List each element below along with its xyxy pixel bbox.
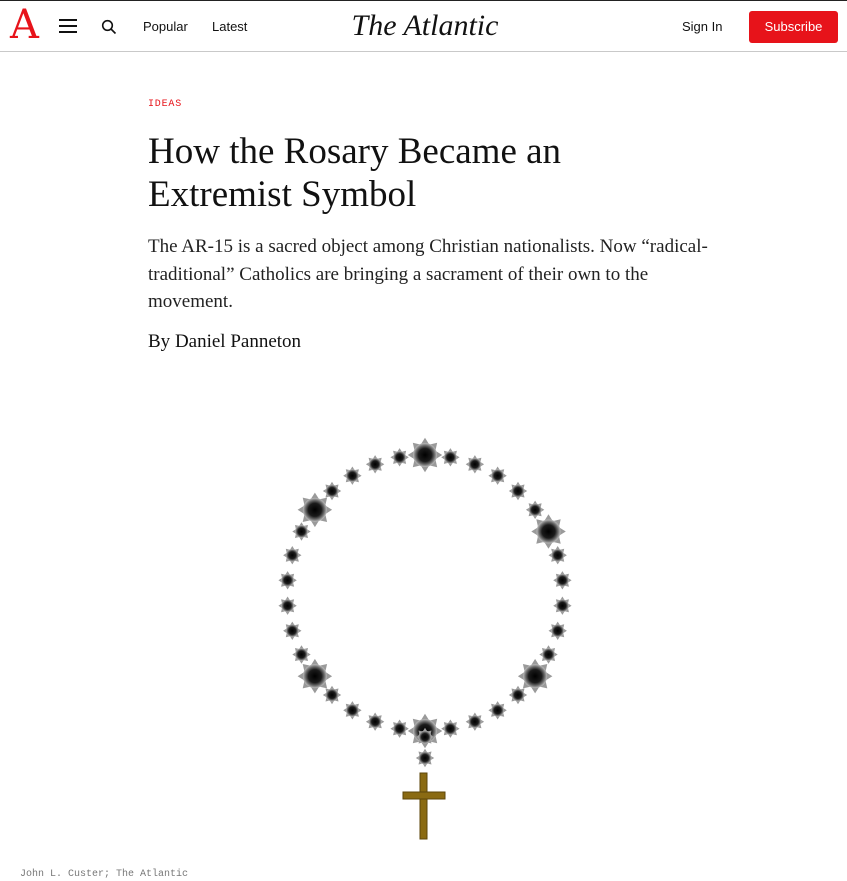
sign-in-link[interactable]: Sign In bbox=[682, 19, 723, 34]
bead-bullet-hole bbox=[283, 622, 301, 640]
bead-bullet-hole bbox=[553, 597, 571, 615]
bead-bullet-hole bbox=[488, 701, 506, 719]
bead-bullet-hole bbox=[549, 546, 567, 564]
bead-bullet-hole bbox=[441, 720, 459, 738]
section-label[interactable]: IDEAS bbox=[148, 99, 183, 110]
rosary-beads bbox=[278, 438, 571, 767]
bead-bullet-hole bbox=[509, 686, 527, 704]
bead-bullet-hole bbox=[283, 546, 301, 564]
search-icon[interactable] bbox=[101, 19, 117, 35]
bead-bullet-hole bbox=[298, 493, 333, 527]
bead-bullet-hole bbox=[343, 701, 361, 719]
nav-latest-link[interactable]: Latest bbox=[212, 19, 248, 34]
bead-bullet-hole bbox=[390, 448, 408, 466]
subscribe-button[interactable]: Subscribe bbox=[749, 11, 838, 43]
bead-bullet-hole bbox=[441, 448, 459, 466]
hamburger-menu-icon[interactable] bbox=[59, 19, 77, 33]
the-atlantic-wordmark[interactable]: The Atlantic bbox=[351, 9, 499, 42]
rosary-bullet-holes-illustration bbox=[260, 415, 590, 855]
bead-bullet-hole bbox=[366, 713, 384, 731]
site-header bbox=[0, 0, 847, 52]
bead-bullet-hole bbox=[408, 438, 443, 473]
bead-bullet-hole bbox=[292, 645, 310, 663]
bead-bullet-hole bbox=[323, 482, 341, 500]
bead-bullet-hole bbox=[488, 467, 506, 485]
bead-bullet-hole bbox=[366, 455, 384, 473]
bead-bullet-hole bbox=[518, 659, 553, 694]
bead-bullet-hole bbox=[531, 514, 566, 549]
bead-bullet-hole bbox=[323, 686, 341, 704]
bead-bullet-hole bbox=[466, 713, 484, 731]
bead-bullet-hole bbox=[526, 501, 544, 519]
bead-bullet-hole bbox=[343, 467, 361, 485]
bead-bullet-hole bbox=[278, 597, 296, 615]
bead-bullet-hole bbox=[298, 659, 333, 694]
byline-prefix: By bbox=[148, 331, 171, 352]
bead-bullet-hole bbox=[416, 728, 434, 746]
bead-bullet-hole bbox=[292, 522, 310, 540]
bead-bullet-hole bbox=[466, 455, 484, 473]
byline bbox=[148, 330, 301, 354]
bead-bullet-hole bbox=[278, 571, 296, 589]
cross-icon bbox=[403, 773, 445, 839]
bead-bullet-hole bbox=[539, 645, 557, 663]
bead-bullet-hole bbox=[549, 622, 567, 640]
image-credit: John L. Custer; The Atlantic bbox=[20, 869, 189, 880]
author-link[interactable]: Daniel Panneton bbox=[174, 331, 302, 352]
article-dek: The AR-15 is a sacred object among Christian nationalists. Now “radical-traditional” Catholics are bringing a sacrament of their own to the movement. bbox=[148, 236, 708, 312]
atlantic-a-logo[interactable]: A bbox=[10, 2, 39, 48]
bead-bullet-hole bbox=[509, 482, 527, 500]
bead-bullet-hole bbox=[553, 571, 571, 589]
bead-bullet-hole bbox=[390, 720, 408, 738]
article-headline: How the Rosary Became an Extremist Symbol bbox=[148, 131, 562, 215]
bead-bullet-hole bbox=[416, 749, 434, 767]
nav-popular-link[interactable]: Popular bbox=[143, 19, 188, 34]
